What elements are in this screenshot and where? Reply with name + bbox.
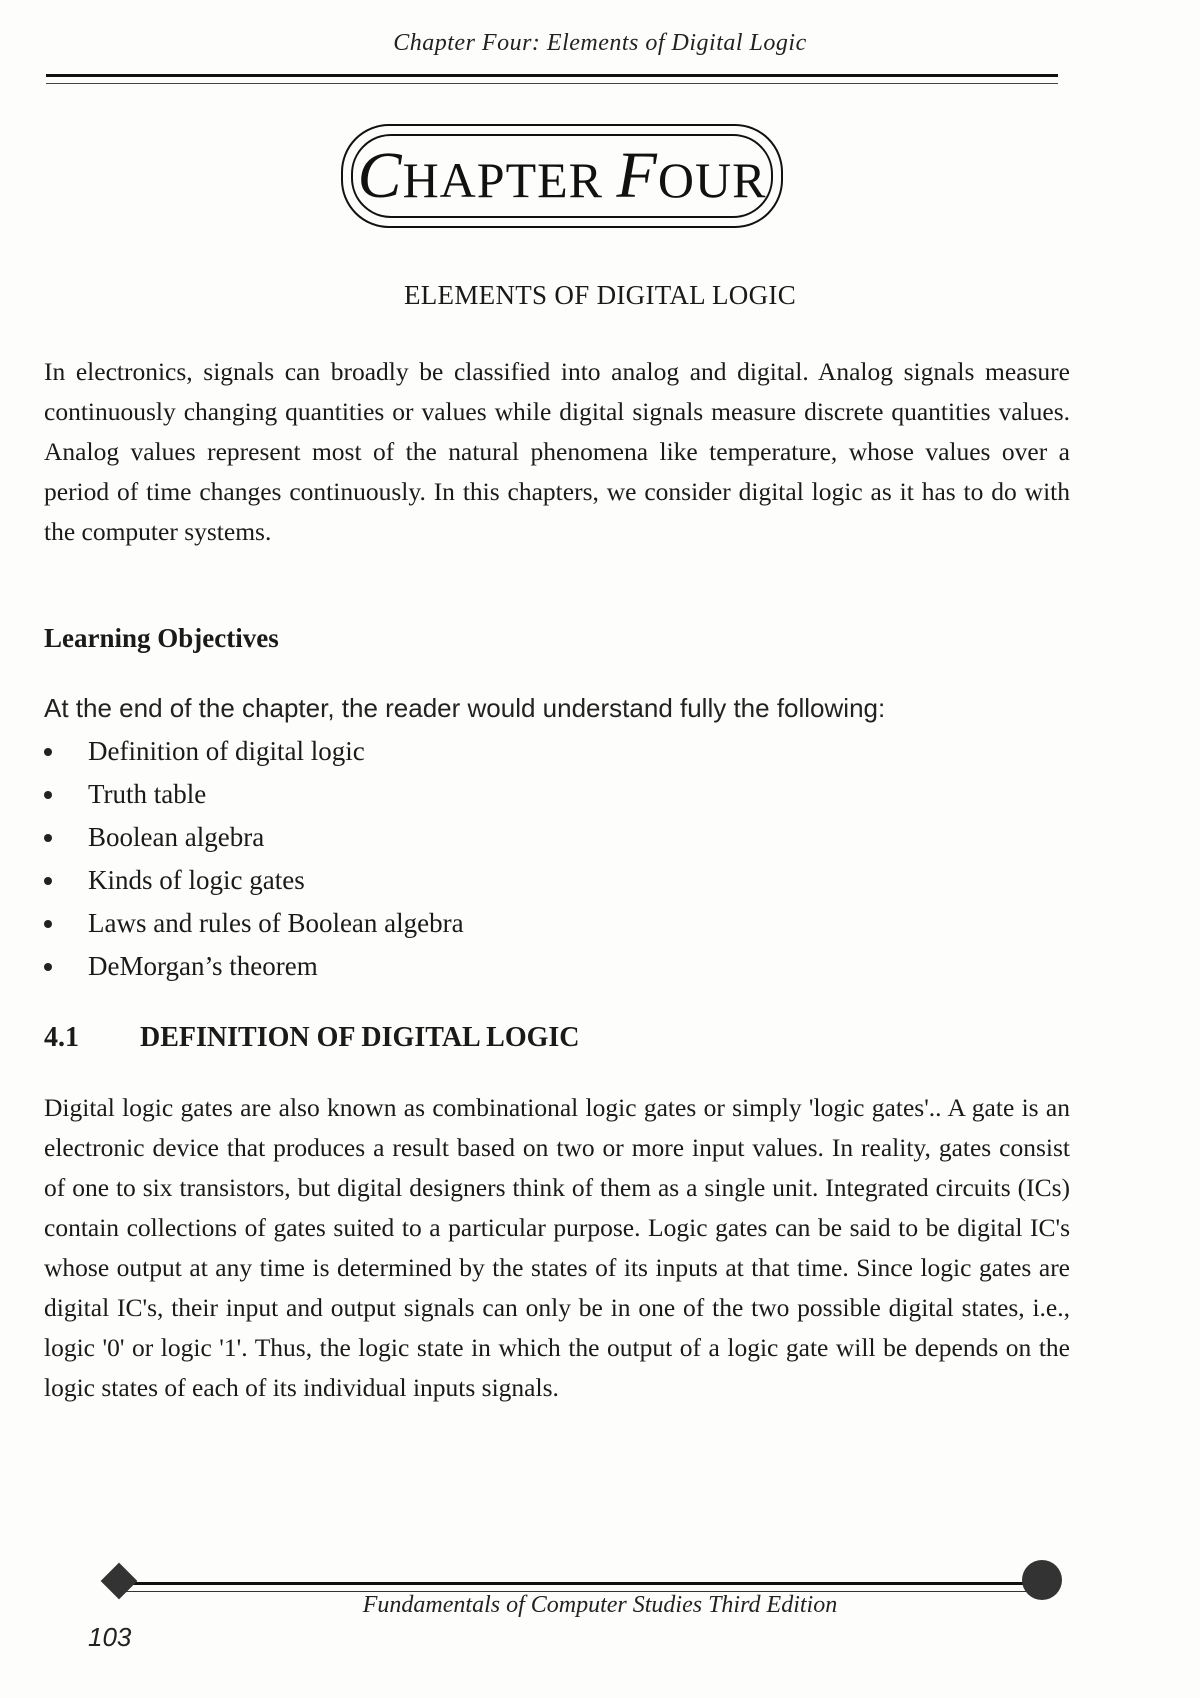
objective-text: Boolean algebra — [88, 822, 265, 852]
intro-paragraph: In electronics, signals can broadly be classified into analog and digital. Analog signals measure continuously changing quantities or values while digital signals measure discrete quantities values. Analog values represent most of the natural phenomena like temperature, whose values over a period of time changes continuously. In this chapters, we consider digital logic as it has to do with the computer systems. — [44, 357, 1070, 546]
objectives-intro: At the end of the chapter, the reader would understand fully the following: — [44, 693, 886, 723]
chapter-title-word-our: OUR — [657, 152, 767, 208]
chapter-title — [358, 138, 767, 214]
bullet-icon — [44, 834, 52, 842]
objective-text: DeMorgan’s theorem — [88, 951, 318, 981]
header-rule — [46, 74, 1058, 84]
objective-text: Truth table — [88, 779, 207, 809]
chapter-title-word-hapter: HAPTER — [402, 152, 604, 208]
bullet-icon — [44, 748, 52, 756]
chapter-banner — [341, 124, 783, 228]
objectives-heading: Learning Objectives — [44, 623, 279, 653]
list-item — [44, 945, 464, 988]
chapter-banner-inner-frame — [351, 134, 773, 218]
objective-text: Laws and rules of Boolean algebra — [88, 908, 464, 938]
list-item — [44, 816, 464, 859]
list-item — [44, 730, 464, 773]
objective-text: Kinds of logic gates — [88, 865, 305, 895]
list-item — [44, 859, 464, 902]
objective-text: Definition of digital logic — [88, 736, 365, 766]
chapter-title-initial-c: C — [357, 139, 403, 212]
running-head: Chapter Four: Elements of Digital Logic — [393, 30, 807, 56]
footer-rule — [120, 1582, 1050, 1592]
bullet-icon — [44, 791, 52, 799]
section-4-1-paragraph: Digital logic gates are also known as combinational logic gates or simply 'logic gates'.. A gate is an electronic device that produces a result based on two or more input values. In reality, gates consist of one to six transistors, but digital designers think of them as a single unit. Integrated circuits (ICs) contain collections of gates suited to a particular purpose. Logic gates can be said to be digital IC's whose output at any time is determined by the states of its inputs at that time. Since logic gates are digital IC's, their input and output signals can only be in one of the two possible digital states, i.e., logic '0' or logic '1'. Thus, the logic state in which the output of a logic gate will be depends on the logic states of each of its individual inputs signals. — [44, 1093, 1070, 1402]
objectives-list — [44, 730, 464, 988]
list-item — [44, 902, 464, 945]
page-number: 103 — [88, 1622, 132, 1652]
running-foot: Fundamentals of Computer Studies Third Edition — [362, 1592, 838, 1618]
main-heading: ELEMENTS OF DIGITAL LOGIC — [403, 280, 797, 310]
section-title: DEFINITION OF DIGITAL LOGIC — [140, 1022, 580, 1053]
bullet-icon — [44, 877, 52, 885]
bullet-icon — [44, 963, 52, 971]
section-number: 4.1 — [44, 1022, 79, 1053]
section-4-1-heading — [44, 1022, 580, 1054]
list-item — [44, 773, 464, 816]
chapter-title-initial-f: F — [616, 139, 658, 212]
bullet-icon — [44, 920, 52, 928]
